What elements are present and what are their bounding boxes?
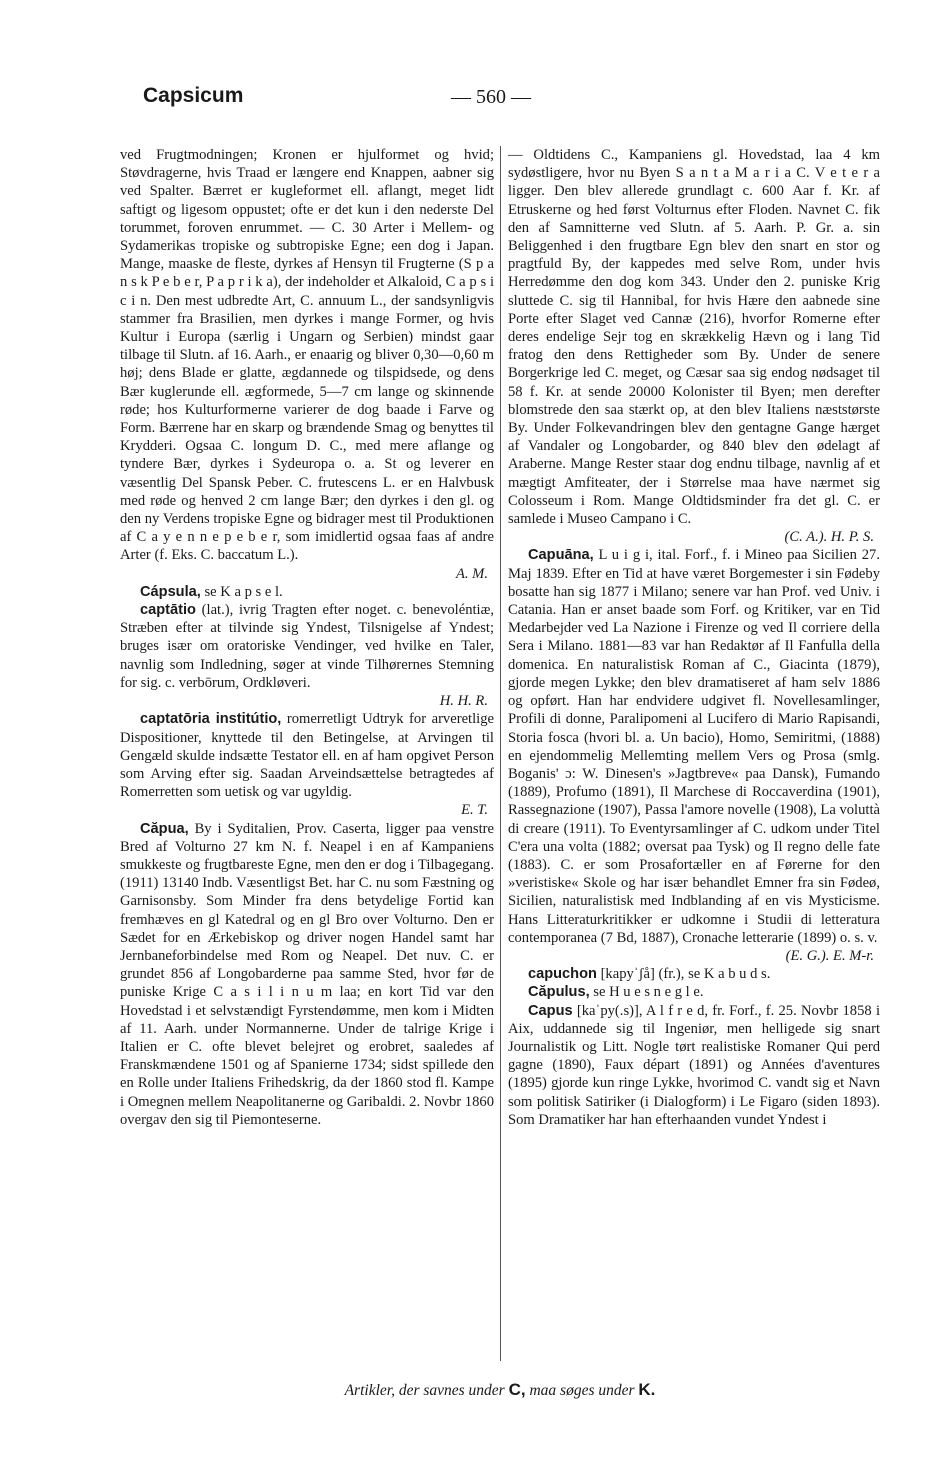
signature: (E. G.). E. M-r. — [785, 947, 874, 964]
headword: Cápsula, — [140, 583, 201, 600]
footer-text: Artikler, der savnes under — [344, 1382, 509, 1399]
headword: Căpulus, — [528, 984, 590, 1001]
signature: (C. A.). H. P. S. — [784, 529, 874, 546]
signature: H. H. R. — [439, 693, 488, 710]
right-column — [508, 146, 880, 1129]
capsicum-continuation: ved Frugtmodningen; Kronen er hjulformet og hvid; Støvdragerne, hvis Traad er længere end Knappen, aabner sig ved Spalter. Bærret er kugleformet ell. aflangt, meget lidt saftigt og ligesom oppustet; ofte er det kun i den nederste Del torummet, foroven enrummet. — C. 30 Arter i Mellem- og Sydamerikas tropiske og subtropiske Egne; een dog i Japan. Mange, maaske de fleste, dyrkes af Hensyn til Frugterne (S p a n s k P e b e r, P a p r i k a), der indeholder et Alkaloid, C a p s i c i n. Den mest udbredte Art, C. annuum L., der sandsynligvis stammer fra Brasilien, men dyrkes i mange Former, og hvis Kultur i Europa (særlig i Ungarn og Serbien) mindst gaar tilbage til Slutn. af 16. Aarh., er enaarig og bliver 0,30—0,60 m høj; dens Blade er glatte, ægdannede og tilspidsede, og dens Bær kuglerunde ell. ægformede, 5—7 cm lange og skinnende røde; hos Kulturformerne varierer de dog baade i Farve og Form. Bærrene har en skarp og brændende Smag og benyttes til Krydderi. Ogsaa C. longum D. C., med mere aflange og tyndere Bær, dyrkes i Sydeuropa o. a. St og leverer en væsentlig Del Spansk Peber. C. frutescens L. er en Halvbusk med røde og henved 2 cm lange Bær; den dyrkes i den gl. og den ny Verdens tropiske Egne og bidrager mest til Produktionen af C a y e n n e p e b e r, som imidlertid ogsaa faas af andre Arter (f. Eks. C. baccatum L.). — [120, 147, 494, 564]
entry-text: se H u e s n e g l e. — [589, 984, 704, 1001]
footer-text: maa søges under — [525, 1382, 639, 1399]
page-number: — 560 — — [451, 86, 531, 108]
headword: capuchon — [528, 966, 597, 983]
entry-text: L u i g i, ital. Forf., f. i Mineo paa Sicilien 27. Maj 1839. Efter en Tid at have været Borgemester i sin Fødeby bosatte han sig 1877 i Milano; senere var han Prof. ved Univ. i Catania. Han er anset baade som Forf. og Kritiker, var en Tid Medarbejder ved La Nazione i Firenze og ved Il corriere della Sera i Milano. 1881—83 var han Redaktør af Il Fanfulla della domenica. En naturalistisk Roman af C., Giacinta (1879), gjorde megen Lykke; den blev dramatiseret af ham selv 1886 og opført. Han har endvidere udgivet fl. Novellesamlinger, Profili di donne, Paralipomeni al Lucifero di Mario Rapisandi, Storia fosca (hvori bl. a. Un bacio), Homo, Semiritmi, (1888) en ejendommelig Mellemting mellem Vers og Prosa (smlg. Boganis' ɔ: W. Dinesen's »Jagtbreve« paa Dansk), Fumando (1889), Profumo (1891), Il Marchese di Roccaverdina (1901), Rassegnazione (1907), Passa l'amore novelle (1908), La voluttà di creare (1911). To Eventyrsamlinger af C. udkom under Titel C'era una volta (1882; oversat paa Tysk) og Il regno delle fate (1883). C. er som Prosafortæller en af Førerne for den »veristiske« Skole og har især behandlet Emner fra sin Fødeø, Sicilien, naturalistisk med Indblanding af en vis Mysticisme. Hans Litteraturkritikker er udkomne i Studii di letteratura contemporanea (7 Bd, 1887), Cronache letterarie (1899) o. s. v. — [508, 547, 880, 946]
left-column — [120, 146, 494, 1129]
headword: Căpua, — [140, 820, 189, 837]
headword: captatōria institútio, — [140, 711, 282, 728]
column-divider — [500, 146, 501, 1361]
entry-capua — [120, 820, 494, 1129]
page-footer-note — [120, 1380, 880, 1400]
entry-text: (lat.), ivrig Tragten efter noget. c. benevoléntiæ, Stræben efter at tilvinde sig Yndest, Tilsnigelse af Yndest; bruges især om oratoriske Vendinger, ved hvilke en Taler, navnlig som Indledning, søger at vinde Tilhørernes Stemning for sig. c. verbōrum, Ordkløveri. — [120, 602, 494, 691]
entry-capuana — [508, 546, 880, 946]
headword: Capuāna, — [528, 547, 594, 564]
headword: Capus — [528, 1002, 573, 1019]
entry-text: romerretligt Udtryk for arveretlige Dispositioner, knyttede til den Betingelse, at Arvingen til Gengæld skulde indsætte Testator ell. en af ham opgivet Person som Arving efter sig. Saadan Arveindsættelse betragtedes af Romerretten som uetisk og var ugyldig. — [120, 711, 494, 801]
capua-continuation: — Oldtidens C., Kampaniens gl. Hovedstad, laa 4 km sydøstligere, hvor nu Byen S a n t a M a r i a C. V e t e r a ligger. Den blev allerede grundlagt c. 600 Aar f. Kr. af Etruskerne og hed først Volturnus efter Floden. Navnet C. fik den af Samnitterne ved Slutn. af 5. Aarh. P. Gr. a. sin Beliggenhed i den frugtbare Egn blev den snart en stor og pragtfuld By, der kappedes med selve Rom, under hvis Herredømme den dog kom 343. Under den 2. puniske Krig sluttede C. sig til Hannibal, for hvis Hære den aabnede sine Porte efter Slaget ved Cannæ (216), hvorfor Romerne efter deres endelige Sejr tog en skrækkelig Hævn og i lang Tid fratog den dens Rettigheder som By. Under de senere Borgerkrige led C. meget, og Cæsar saa sig endog nødsaget til 58 f. Kr. at sende 20000 Kolonister til Byen; men derefter blomstrede den saa stærkt op, at den blev Italiens næststørste By. Under Folkevandringen blev den gentagne Gange hærget af Vandaler og Longobarder, og 840 blev den ødelagt af Araberne. Mange Rester staar dog endnu tilbage, navnlig af et mægtigt Amfiteater, der i Størrelse maa have nærmet sig Colosseum i Rom. Mange Oldtidsminder fra det gl. C. er samlede i Museo Campano i C. — [508, 147, 880, 528]
entry-capus — [508, 1002, 880, 1129]
footer-letter: C, — [508, 1380, 526, 1399]
running-head: Capsicum — [143, 84, 244, 107]
entry-capulus — [508, 983, 880, 1001]
entry-text: By i Syditalien, Prov. Caserta, ligger paa venstre Bred af Volturno 27 km N. f. Neapel i en af Kampaniens smukkeste og frugtbareste Egne, men den er dog i Tilbagegang. (1911) 13140 Indb. Væsentligst Bet. har C. nu som Fæstning og Garnisonsby. Som Minder fra dens betydelige Fortid kan fremhæves en gl Katedral og en gl Bro over Volturno. Den er Sædet for en Ærkebiskop og driver nogen Handel samt har Jernbaneforbindelse med Rom og Neapel. Det nuv. C. er grundet 856 af Longobarderne paa samme Sted, hvor før de puniske Krige C a s i l i n u m laa; en kort Tid var den Hovedstad i et selvstændigt Fyrstendømme, men kom i Midten af 11. Aarh. under Normannerne. Under de talrige Krige i Italien er C. ofte blevet belejret og erobret, saaledes af Franskmændene 1501 og af Spanierne 1734; sidst spillede den en Rolle under Italiens Frihedskrig, da der 1860 stod fl. Kampe i Omegnen mellem Neapolitanerne og Garibaldi. 2. Novbr 1860 overgav den sig til Piemonteserne. — [120, 820, 494, 1128]
entry-capsula — [120, 583, 494, 601]
signature: A. M. — [455, 565, 488, 582]
entry-text: [kapyˈʃå] (fr.), se K a b u d s. — [596, 966, 771, 983]
entry-capuchon — [508, 965, 880, 983]
entry-captatoria — [120, 710, 494, 801]
entry-text: [kaˈpy(.s)], A l f r e d, fr. Forf., f. 25. Novbr 1858 i Aix, uddannede sig til Ingeniør, men helligede sig snart Journalistik og Litt. Nogle tørt realistiske Romaner Qui perd gagne (1890), Faux départ (1891) og Années d'aventures (1895) gjorde kun ringe Lykke, hvorimod C. vandt sig et Navn som politisk Satiriker (i Dialogform) i Le Figaro (siden 1893). Som Dramatiker har han efterhaanden vundet Yndest i — [508, 1002, 880, 1128]
headword: captātio — [140, 602, 196, 619]
footer-letter: K. — [638, 1380, 656, 1399]
entry-captatio — [120, 601, 494, 692]
entry-text: se K a p s e l. — [200, 583, 283, 600]
page-header — [143, 82, 888, 112]
signature: E. T. — [461, 802, 488, 819]
